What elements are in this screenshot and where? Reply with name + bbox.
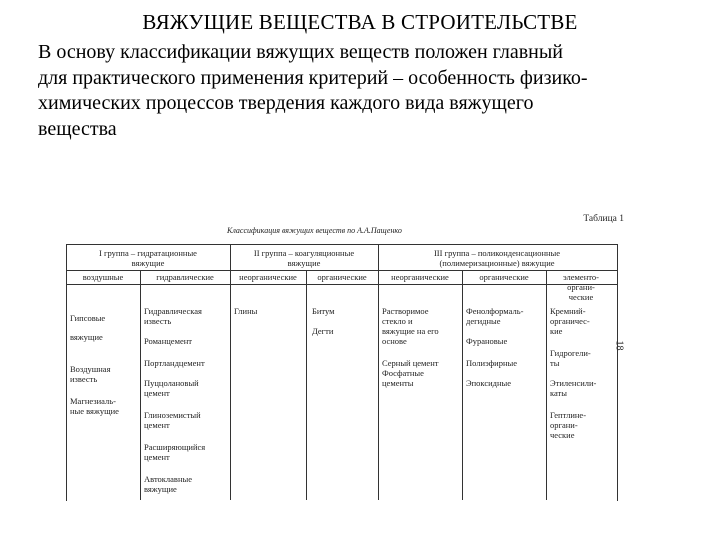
subheader: неорганические — [239, 272, 297, 282]
group-divider — [230, 244, 231, 500]
slide-body-text — [38, 40, 708, 142]
cell-text: Полиэфирные — [466, 358, 518, 368]
table-caption: Классификация вяжущих веществ по А.А.Пащенко — [227, 226, 402, 235]
cell-text: Гептлине- — [550, 410, 587, 420]
column-divider — [306, 270, 307, 500]
cell-text: ты — [550, 358, 560, 368]
cell-text: Романцемент — [144, 336, 192, 346]
body-line: вещества — [38, 117, 117, 140]
subheader: неорганические — [391, 272, 449, 282]
cell-text: Растворимое — [382, 306, 429, 316]
cell-text: ные вяжущие — [70, 406, 119, 416]
cell-text: кие — [550, 326, 563, 336]
cell-text: основе — [382, 336, 407, 346]
cell-text: Воздушная — [70, 364, 111, 374]
cell-text: Магнезиаль- — [70, 396, 116, 406]
slide-title: ВЯЖУЩИЕ ВЕЩЕСТВА В СТРОИТЕЛЬСТВЕ — [142, 10, 578, 34]
cell-text: цемент — [144, 452, 170, 462]
column-divider — [546, 270, 547, 500]
cell-text: органичес- — [550, 316, 590, 326]
group-header: I группа – гидратационные вяжущие — [99, 248, 197, 268]
cell-text: цементы — [382, 378, 414, 388]
subheader: гидравлические — [156, 272, 214, 282]
cell-text: Глины — [234, 306, 258, 316]
cell-text: Фурановые — [466, 336, 508, 346]
column-divider — [140, 270, 141, 500]
cell-text: Кремний- — [550, 306, 586, 316]
scanned-classification-table — [62, 212, 632, 512]
page-number: 18 — [613, 340, 625, 351]
cell-text: Автоклавные — [144, 474, 192, 484]
cell-text: Расширяющийся — [144, 442, 206, 452]
cell-text: Этиленсили- — [550, 378, 597, 388]
subheader: органические — [317, 272, 367, 282]
cell-text: каты — [550, 388, 567, 398]
cell-text: Дегти — [312, 326, 334, 336]
group-divider — [378, 244, 379, 500]
cell-text: вяжущие на его — [382, 326, 439, 336]
cell-text: цемент — [144, 388, 170, 398]
cell-text: дегидные — [466, 316, 501, 326]
cell-text: ческие — [550, 430, 575, 440]
cell-text: Битум — [312, 306, 335, 316]
group-header: III группа – поликонденсационные (полимеризационные) вяжущие — [433, 248, 561, 268]
cell-text: Эпоксидные — [466, 378, 512, 388]
cell-text: стекло и — [382, 316, 413, 326]
body-line: В основу классификации вяжущих веществ положен главный — [38, 41, 563, 63]
cell-text: известь — [144, 316, 172, 326]
cell-text: Портландцемент — [144, 358, 205, 368]
cell-text: цемент — [144, 420, 170, 430]
cell-text: Фосфатные — [382, 368, 424, 378]
cell-text: Гипсовые — [70, 313, 106, 323]
cell-text: Гидравлическая — [144, 306, 202, 316]
cell-text: Серный цемент — [382, 358, 439, 368]
header-rule — [66, 270, 617, 271]
cell-text: вяжущие — [70, 332, 103, 342]
group-header: II группа – коагуляционные вяжущие — [253, 248, 355, 268]
cell-text: вяжущие — [144, 484, 177, 494]
cell-text: известь — [70, 374, 98, 384]
table-number: Таблица 1 — [583, 214, 624, 224]
table-frame — [66, 244, 618, 501]
cell-text: Пуццолановый — [144, 378, 199, 388]
subheader: органические — [479, 272, 529, 282]
cell-text: органи- — [550, 420, 578, 430]
subheader: элементо- органи- ческие — [563, 272, 599, 302]
cell-text: Гидрогели- — [550, 348, 591, 358]
subheader: воздушные — [82, 272, 124, 282]
body-line: химических процессов твердения каждого вида вяжущего — [38, 92, 534, 114]
column-divider — [462, 270, 463, 500]
body-line: для практического применения критерий – особенность физико- — [38, 66, 588, 89]
subheader-rule — [66, 284, 617, 285]
cell-text: Фенолформаль- — [466, 306, 524, 316]
cell-text: Глиноземистый — [144, 410, 201, 420]
